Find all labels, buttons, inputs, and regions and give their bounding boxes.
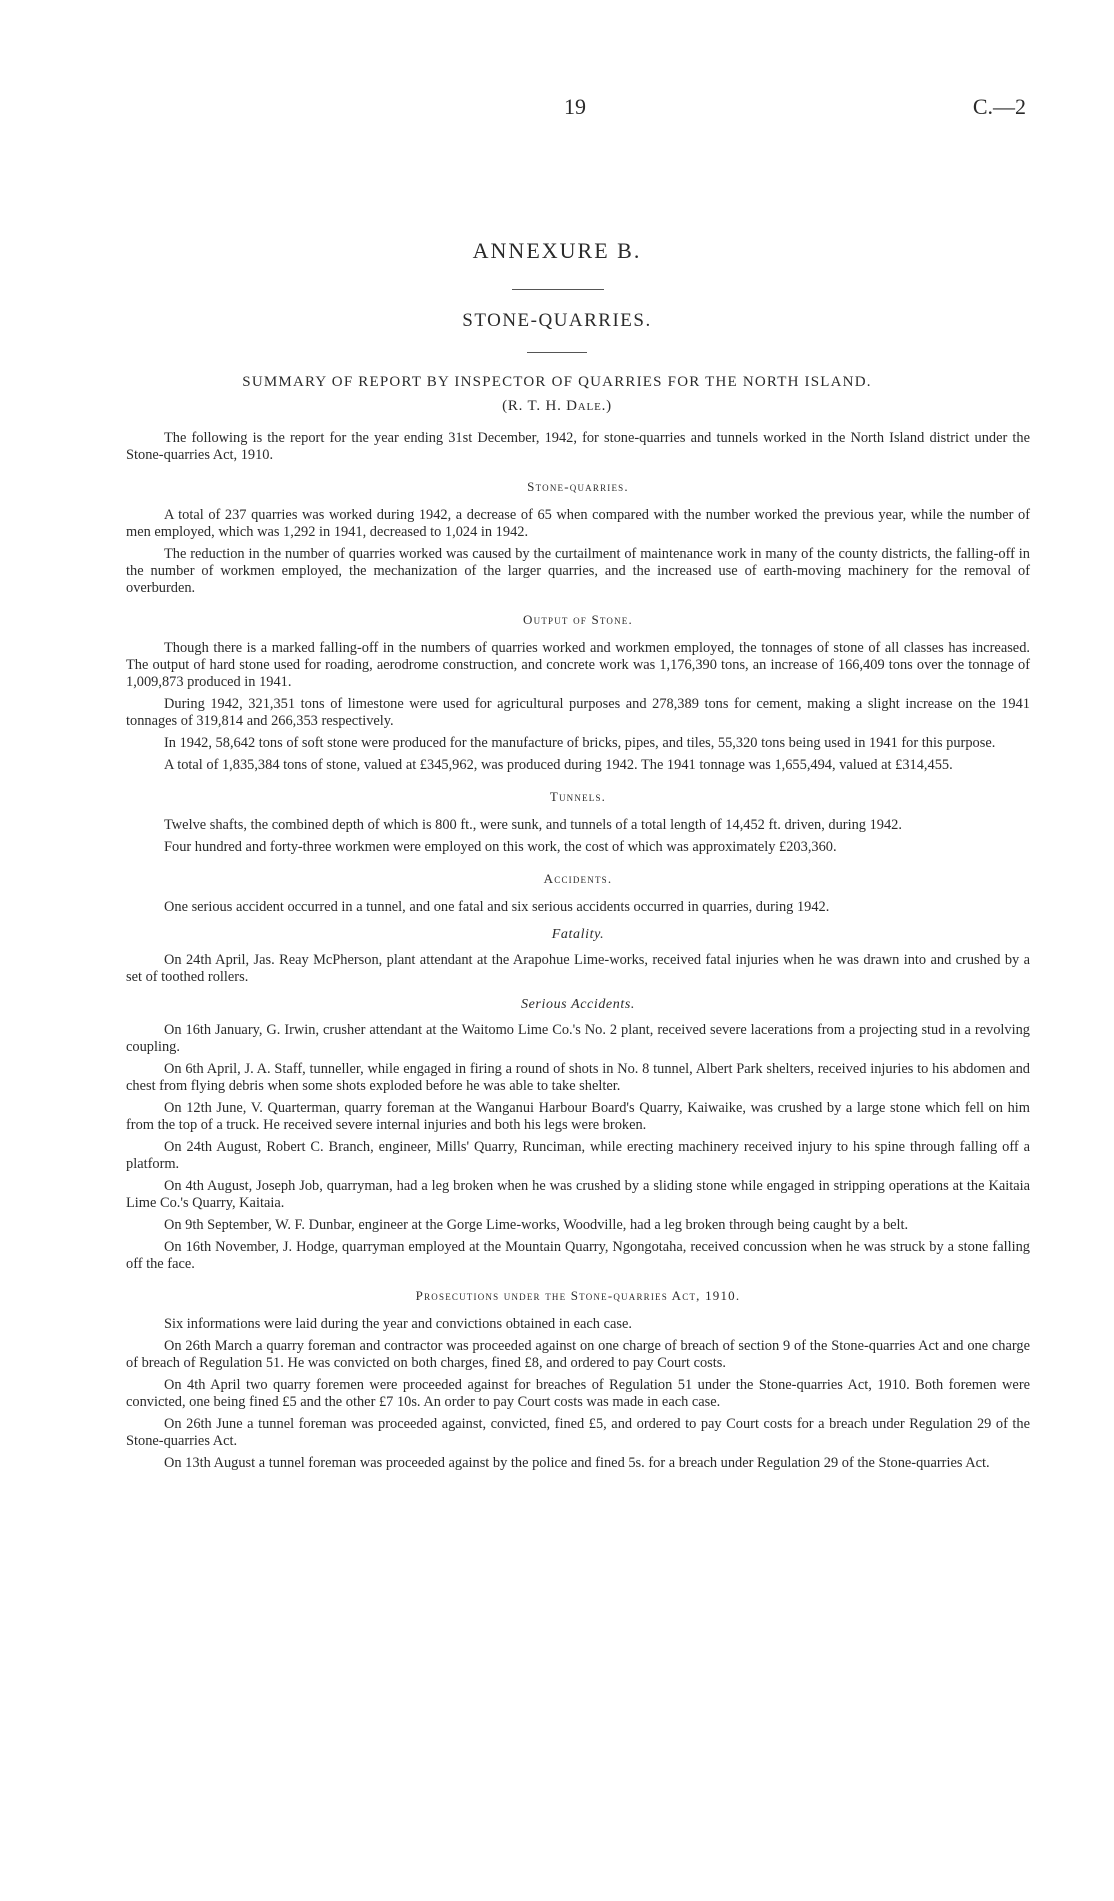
serious-accident-paragraph: On 16th January, G. Irwin, crusher attendant at the Waitomo Lime Co.'s No. 2 plant, received severe lacerations from a projecting stud in a revolving coupling. xyxy=(126,1022,1030,1055)
summary-title: SUMMARY OF REPORT BY INSPECTOR OF QUARRIES FOR THE NORTH ISLAND. xyxy=(242,374,872,390)
serious-accident-paragraph: On 6th April, J. A. Staff, tunneller, while engaged in firing a round of shots in No. 8 tunnel, Albert Park shelters, received injuries to his abdomen and chest from flying debris when some shots exploded before he was able to take shelter. xyxy=(126,1061,1030,1094)
annexure-title: ANNEXURE B. xyxy=(472,238,642,263)
prosecution-paragraph: On 26th March a quarry foreman and contractor was proceeded against on one charge of breach of section 9 of the Stone-quarries Act and one charge of breach of Regulation 51. He was convicted on both charges, fined £8, and ordered to pay Court costs. xyxy=(126,1338,1030,1371)
prosecution-paragraph: On 4th April two quarry foremen were proceeded against for breaches of Regulation 51 under the Stone-quarries Act, 1910. Both foremen were convicted, one being fined £5 and the other £7 10s. An order to pay Court costs was made in each case. xyxy=(126,1377,1030,1410)
tunnels-paragraph: Twelve shafts, the combined depth of which is 800 ft., were sunk, and tunnels of a total length of 14,452 ft. driven, during 1942. xyxy=(164,817,902,833)
serious-accident-paragraph: On 16th November, J. Hodge, quarryman employed at the Mountain Quarry, Ngongotaha, received concussion when he was struck by a stone falling off the face. xyxy=(126,1239,1030,1272)
subtitle-divider xyxy=(527,352,587,353)
prosecution-paragraph: On 13th August a tunnel foreman was proceeded against by the police and fined 5s. for a breach under Regulation 29 of the Stone-quarries Act. xyxy=(164,1455,990,1471)
report-body xyxy=(126,430,1030,1477)
heading-prosecutions: Prosecutions under the Stone-quarries Act, 1910. xyxy=(415,1288,741,1303)
output-paragraph: A total of 1,835,384 tons of stone, valued at £345,962, was produced during 1942. The 1941 tonnage was 1,655,494, valued at £314,455. xyxy=(164,757,953,773)
title-divider xyxy=(512,289,604,290)
quarries-paragraph: The reduction in the number of quarries worked was caused by the curtailment of maintenance work in many of the county districts, the falling-off in the number of workmen employed, the mechanization of the larger quarries, and the increased use of earth-moving machinery for the removal of overburden. xyxy=(126,546,1030,596)
prosecution-paragraph: On 26th June a tunnel foreman was proceeded against, convicted, fined £5, and ordered to pay Court costs for a breach under Regulation 29 of the Stone-quarries Act. xyxy=(126,1416,1030,1449)
serious-accident-paragraph: On 9th September, W. F. Dunbar, engineer at the Gorge Lime-works, Woodville, had a leg broken through being caught by a belt. xyxy=(164,1217,909,1233)
output-paragraph: During 1942, 321,351 tons of limestone were used for agricultural purposes and 278,389 tons for cement, making a slight increase on the 1941 tonnages of 319,814 and 266,353 respectively. xyxy=(126,696,1030,729)
heading-fatality: Fatality. xyxy=(551,927,605,942)
page-number: 19 xyxy=(564,94,586,119)
serious-accident-paragraph: On 12th June, V. Quarterman, quarry foreman at the Wanganui Harbour Board's Quarry, Kaiwaike, was crushed by a large stone which fell on him from the top of a truck. He received severe internal injuries and both his legs were broken. xyxy=(126,1100,1030,1133)
output-paragraph: In 1942, 58,642 tons of soft stone were produced for the manufacture of bricks, pipes, and tiles, 55,320 tons being used in 1941 for this purpose. xyxy=(164,735,996,751)
output-paragraph: Though there is a marked falling-off in the numbers of quarries worked and workmen employed, the tonnages of stone of all classes has increased. The output of hard stone used for roading, aerodrome construction, and concrete work was 1,176,390 tons, an increase of 166,409 tons over the tonnage of 1,009,873 produced in 1941. xyxy=(126,640,1030,690)
accidents-paragraph: One serious accident occurred in a tunnel, and one fatal and six serious accidents occurred in quarries, during 1942. xyxy=(164,899,830,915)
heading-output-of-stone: Output of Stone. xyxy=(523,612,633,627)
author-line: (R. T. H. Dale.) xyxy=(502,398,612,414)
quarries-paragraph: A total of 237 quarries was worked during 1942, a decrease of 65 when compared with the number worked the previous year, while the number of men employed, which was 1,292 in 1941, decreased to 1,024 in 1942. xyxy=(126,507,1030,540)
prosecution-paragraph: Six informations were laid during the year and convictions obtained in each case. xyxy=(164,1316,632,1332)
serious-accident-paragraph: On 24th August, Robert C. Branch, engineer, Mills' Quarry, Runciman, while erecting machinery received injury to his spine through falling off a platform. xyxy=(126,1139,1030,1172)
heading-accidents: Accidents. xyxy=(543,871,613,886)
heading-stone-quarries: Stone-quarries. xyxy=(527,479,629,494)
heading-serious-accidents: Serious Accidents. xyxy=(521,997,635,1012)
document-reference: C.—2 xyxy=(972,94,1026,119)
intro-paragraph: The following is the report for the year ending 31st December, 1942, for stone-quarries and tunnels worked in the North Island district under the Stone-quarries Act, 1910. xyxy=(126,430,1030,463)
section-title: STONE-QUARRIES. xyxy=(462,310,652,331)
tunnels-paragraph: Four hundred and forty-three workmen were employed on this work, the cost of which was approximately £203,360. xyxy=(164,839,837,855)
fatality-paragraph: On 24th April, Jas. Reay McPherson, plant attendant at the Arapohue Lime-works, received fatal injuries when he was drawn into and crushed by a set of toothed rollers. xyxy=(126,952,1030,985)
heading-tunnels: Tunnels. xyxy=(549,789,607,804)
serious-accident-paragraph: On 4th August, Joseph Job, quarryman, had a leg broken when he was crushed by a sliding stone while engaged in stripping operations at the Kaitaia Lime Co.'s Quarry, Kaitaia. xyxy=(126,1178,1030,1211)
